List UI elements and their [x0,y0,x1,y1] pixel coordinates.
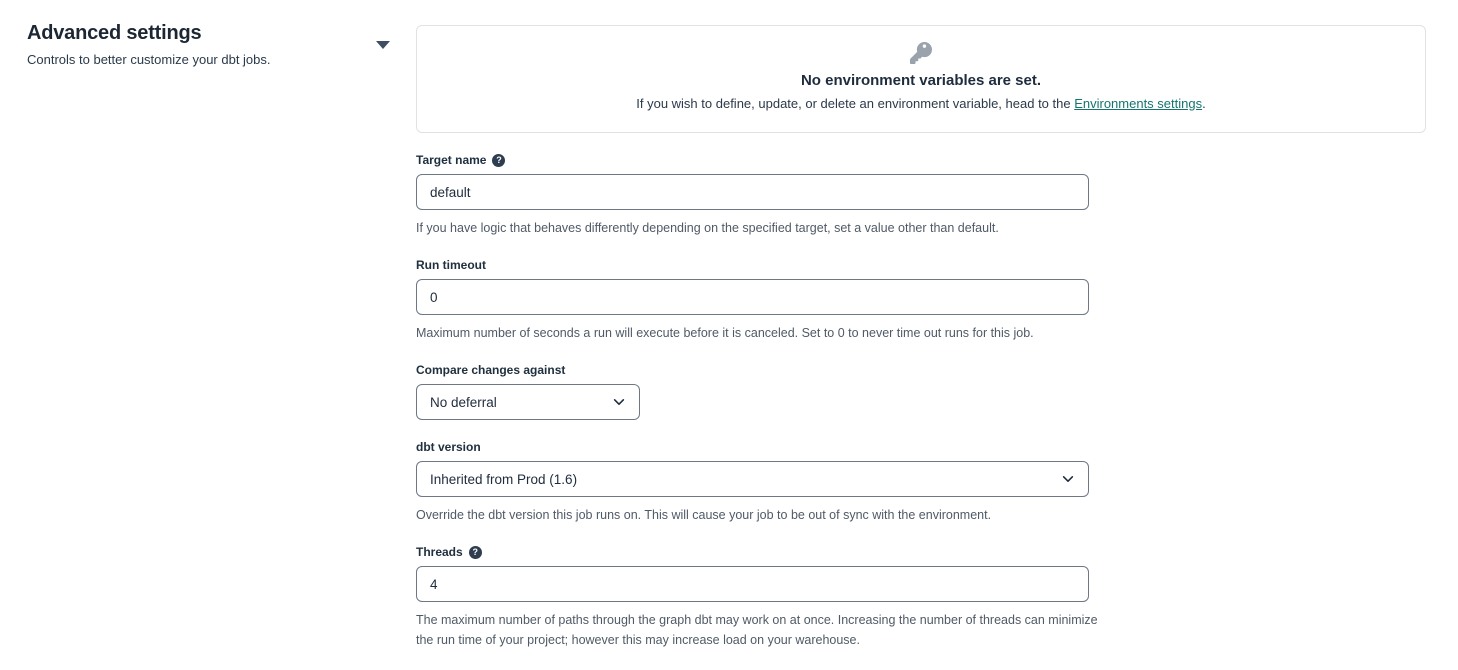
chevron-down-icon [1061,472,1075,486]
target-name-input[interactable] [416,174,1089,210]
section-header [0,0,416,67]
field-target-name [416,153,1089,238]
field-run-timeout [416,258,1089,343]
settings-content [416,0,1427,670]
dbt-version-label-row [416,440,1089,454]
target-name-label: Target name [416,153,487,167]
advanced-settings-form [416,153,1098,650]
help-icon[interactable]: ? [492,154,505,167]
run-timeout-input[interactable] [416,279,1089,315]
threads-label: Threads [416,545,463,559]
page-subtitle: Controls to better customize your dbt jobs. [27,52,271,67]
empty-state-title: No environment variables are set. [800,71,1042,89]
section-header-text [27,22,376,67]
key-icon [910,42,932,64]
field-dbt-version [416,440,1089,525]
threads-helper-text: The maximum number of paths through the graph dbt may work on at once. Increasing the number of threads can minimize the run time of your project; however this may increase load on your warehouse. [416,613,1098,647]
environments-settings-link[interactable]: Environments settings [1074,95,1203,111]
page-title: Advanced settings [27,22,202,44]
dbt-version-select[interactable] [416,461,1089,497]
help-icon[interactable]: ? [469,546,482,559]
compare-changes-select[interactable] [416,384,640,420]
empty-state-description-prefix: If you wish to define, update, or delete an environment variable, head to the [636,95,1075,111]
dbt-version-label: dbt version [416,440,481,454]
run-timeout-label: Run timeout [416,258,486,272]
chevron-down-icon [612,395,626,409]
compare-changes-selected-value: No deferral [430,394,497,410]
dbt-version-selected-value: Inherited from Prod (1.6) [430,471,578,487]
threads-input[interactable] [416,566,1089,602]
target-name-helper-text: If you have logic that behaves differently depending on the specified target, set a value other than default. [416,221,999,235]
run-timeout-helper-text: Maximum number of seconds a run will execute before it is canceled. Set to 0 to never time out runs for this job. [416,326,1034,340]
empty-state-description [636,94,1205,113]
collapse-caret-icon[interactable] [376,41,390,49]
compare-changes-label-row [416,363,1089,377]
empty-state-description-suffix: . [1202,95,1206,111]
target-name-label-row [416,153,1089,167]
dbt-version-helper-text: Override the dbt version this job runs on. This will cause your job to be out of sync with the environment. [416,508,992,522]
field-compare-changes [416,363,1089,420]
env-vars-empty-state [416,25,1426,133]
threads-label-row [416,545,1089,559]
run-timeout-label-row [416,258,1089,272]
field-threads [416,545,1098,650]
compare-changes-label: Compare changes against [416,363,566,377]
